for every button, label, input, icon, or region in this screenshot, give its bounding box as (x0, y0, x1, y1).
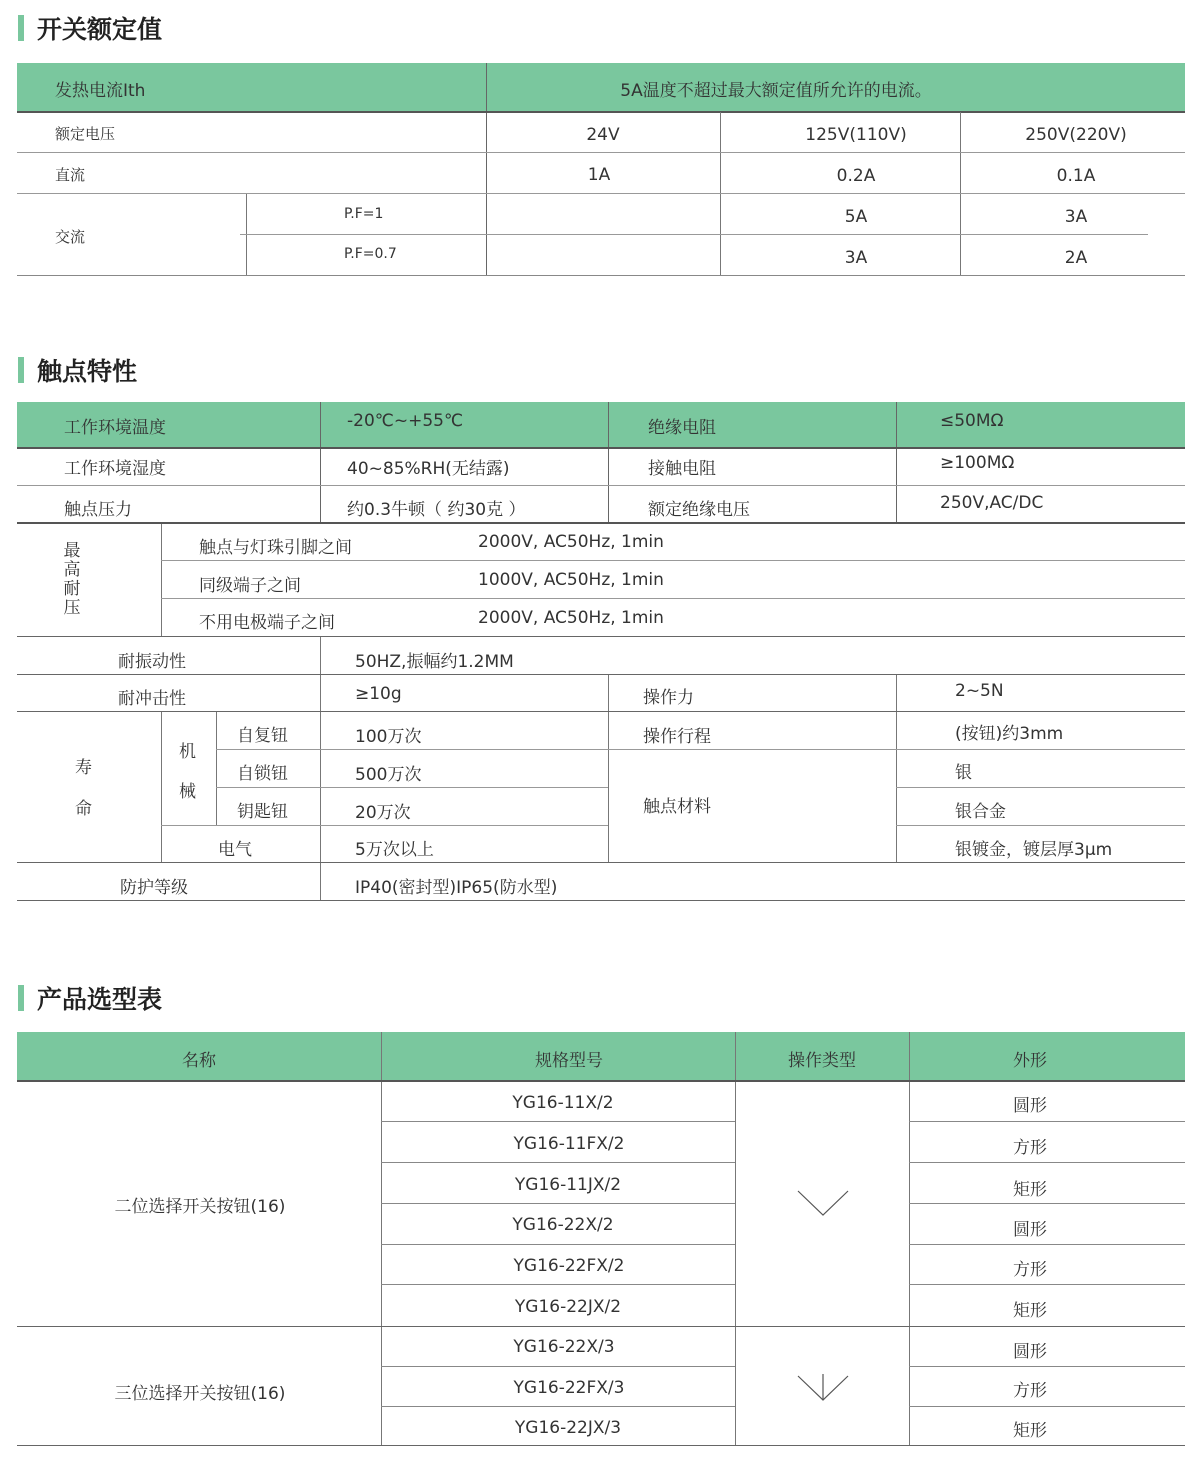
mech-row-label-2: 钥匙钮 (237, 802, 288, 822)
model-0-4: YG16-22FX/2 (513, 1256, 625, 1276)
withstand-value-1: 1000V, AC50Hz, 1min (478, 570, 664, 590)
model-0-1: YG16-11FX/2 (513, 1134, 625, 1154)
stroke-label: 操作行程 (643, 727, 711, 747)
mech-label-2: 械 (179, 782, 196, 802)
electric-label: 电气 (218, 840, 252, 860)
material-value-1: 银合金 (955, 802, 1006, 822)
withstand-label-0: 触点与灯珠引脚之间 (199, 538, 352, 558)
operating-force-value: 2~5N (955, 681, 1004, 701)
operation-two-position-icon (796, 1188, 850, 1218)
humidity-value: 40~85%RH(无结露) (347, 459, 510, 479)
header-thermal-desc: 5A温度不超过最大额定值所允许的电流。 (620, 81, 932, 101)
rated-voltage-label: 额定电压 (55, 125, 116, 143)
model-1-2: YG16-22JX/3 (514, 1418, 622, 1438)
ac-pf07-value-125v: 3A (844, 248, 868, 268)
model-0-0: YG16-11X/2 (512, 1093, 614, 1113)
shape-0-5: 矩形 (1013, 1301, 1047, 1321)
withstand-label-2: 不用电极端子之间 (199, 613, 335, 633)
section-title-ratings: 开关额定值 (18, 10, 162, 46)
header-operation-type: 操作类型 (788, 1051, 856, 1071)
shape-1-0: 圆形 (1013, 1342, 1047, 1362)
material-value-2: 银镀金，镀层厚3μm (955, 840, 1113, 860)
voltage-125v: 125V(110V) (805, 125, 907, 145)
shock-value: ≥10g (355, 684, 402, 704)
material-value-0: 银 (955, 763, 972, 783)
operation-three-position-icon (796, 1372, 850, 1404)
withstand-label: 最高耐压 (63, 541, 81, 618)
mech-row-value-0: 100万次 (355, 727, 422, 747)
temp-label: 工作环境温度 (64, 418, 166, 438)
voltage-24v: 24V (586, 125, 620, 145)
contact-resistance-label: 接触电阻 (648, 459, 716, 479)
dc-value-24v: 1A (587, 165, 611, 185)
header-model: 规格型号 (535, 1051, 603, 1071)
mech-row-value-1: 500万次 (355, 765, 422, 785)
shape-1-1: 方形 (1013, 1381, 1047, 1401)
model-0-5: YG16-22JX/2 (514, 1297, 622, 1317)
shape-0-4: 方形 (1013, 1260, 1047, 1280)
shape-1-2: 矩形 (1013, 1421, 1047, 1441)
dc-value-250v: 0.1A (1056, 166, 1096, 186)
ac-pf1-value-250v: 3A (1064, 207, 1088, 227)
shape-0-2: 矩形 (1013, 1180, 1047, 1200)
withstand-value-2: 2000V, AC50Hz, 1min (478, 608, 664, 628)
header-shape: 外形 (1013, 1051, 1047, 1071)
withstand-value-0: 2000V, AC50Hz, 1min (478, 532, 664, 552)
mech-row-value-2: 20万次 (355, 803, 411, 823)
ac-pf1-label: P.F=1 (344, 206, 384, 222)
dc-label: 直流 (55, 166, 86, 184)
group-name-1: 三位选择开关按钮(16) (114, 1384, 286, 1404)
operating-force-label: 操作力 (643, 688, 694, 708)
model-1-0: YG16-22X/3 (513, 1337, 615, 1357)
header-name: 名称 (182, 1051, 216, 1071)
voltage-250v: 250V(220V) (1025, 125, 1127, 145)
temp-value: -20℃~+55℃ (347, 411, 464, 431)
material-label: 触点材料 (643, 797, 711, 817)
contact-resistance-value: ≥100MΩ (940, 453, 1015, 473)
stroke-value: (按钮)约3mm (955, 724, 1064, 744)
shape-0-1: 方形 (1013, 1138, 1047, 1158)
section-title-selection: 产品选型表 (18, 980, 162, 1016)
withstand-label-1: 同级端子之间 (199, 576, 301, 596)
title-marker-icon (18, 15, 24, 41)
insulation-value: ≤50MΩ (940, 411, 1004, 431)
insulation-label: 绝缘电阻 (648, 418, 716, 438)
header-thermal-current: 发热电流Ith (55, 81, 146, 101)
shape-0-0: 圆形 (1013, 1096, 1047, 1116)
rated-insulation-voltage-label: 额定绝缘电压 (648, 500, 750, 520)
shock-label: 耐冲击性 (118, 689, 186, 709)
life-label-2: 命 (75, 799, 92, 819)
rated-insulation-voltage-value: 250V,AC/DC (940, 493, 1044, 513)
ac-pf07-value-250v: 2A (1064, 248, 1088, 268)
vibration-label: 耐振动性 (118, 652, 186, 672)
model-0-2: YG16-11JX/2 (514, 1175, 622, 1195)
model-1-1: YG16-22FX/3 (513, 1378, 625, 1398)
vibration-value: 50HZ,振幅约1.2MM (355, 652, 514, 672)
electric-value: 5万次以上 (355, 840, 434, 860)
dc-value-125v: 0.2A (836, 166, 876, 186)
ac-pf07-label: P.F=0.7 (344, 246, 397, 262)
protection-value: IP40(密封型)IP65(防水型) (355, 878, 558, 898)
shape-0-3: 圆形 (1013, 1220, 1047, 1240)
mech-row-label-0: 自复钮 (237, 726, 288, 746)
title-marker-icon (18, 985, 24, 1011)
group-name-0: 二位选择开关按钮(16) (114, 1197, 286, 1217)
contact-header-row (17, 402, 1185, 447)
protection-label: 防护等级 (120, 878, 188, 898)
title-marker-icon (18, 357, 24, 383)
pressure-label: 触点压力 (64, 500, 132, 520)
model-0-3: YG16-22X/2 (512, 1215, 614, 1235)
pressure-value: 约0.3牛顿（ 约30克 ） (347, 500, 526, 520)
ratings-header-row (17, 63, 1185, 111)
life-label-1: 寿 (75, 758, 92, 778)
ac-pf1-value-125v: 5A (844, 207, 868, 227)
humidity-label: 工作环境湿度 (64, 459, 166, 479)
section-title-contact: 触点特性 (18, 352, 137, 388)
ac-label: 交流 (55, 228, 86, 246)
mech-row-label-1: 自锁钮 (237, 764, 288, 784)
mech-label-1: 机 (179, 742, 196, 762)
